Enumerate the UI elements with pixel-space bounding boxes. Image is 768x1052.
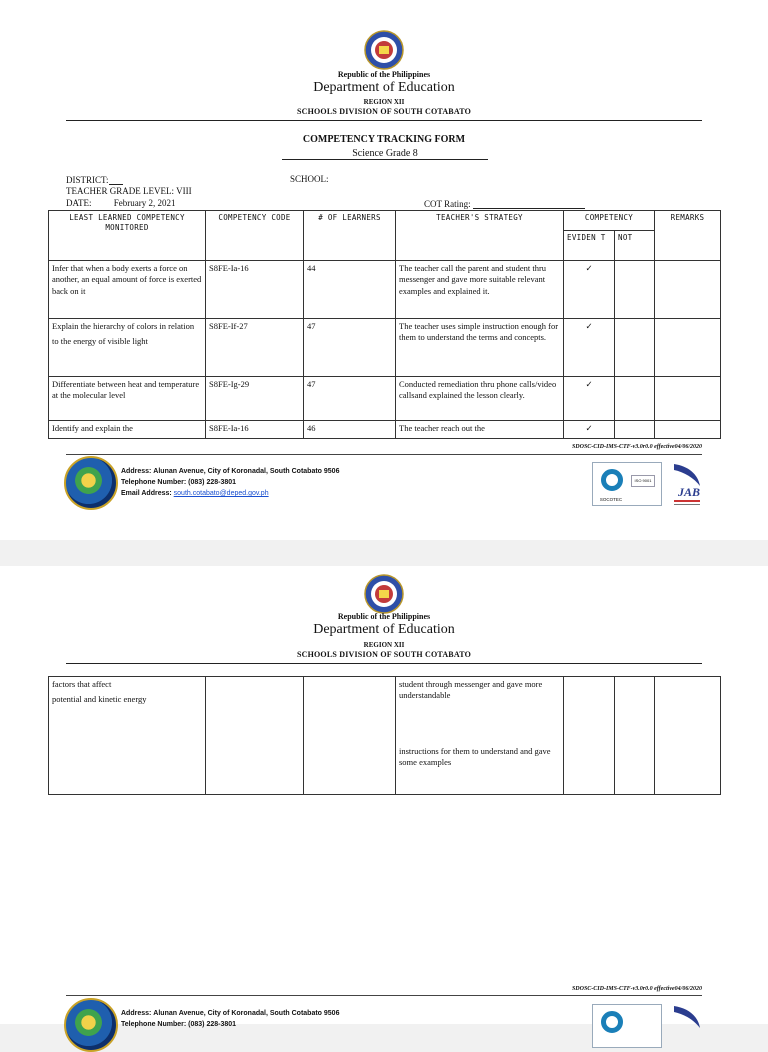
address-line: Address: Alunan Avenue, City of Koronadal, South Cotabato 9506	[121, 468, 340, 475]
socotec-ring-icon	[601, 1011, 623, 1033]
row-competency-line-2: potential and kinetic energy	[52, 694, 147, 705]
remarks-cell	[655, 261, 721, 319]
row-learners: 47	[304, 319, 396, 377]
iso-label: ISO 9001	[631, 475, 655, 487]
row-code: S8FE-Ia-16	[206, 421, 304, 439]
socotec-certification-badge	[592, 462, 662, 506]
row-learners: 46	[304, 421, 396, 439]
table-row	[49, 677, 721, 795]
row-strategy-line-2: instructions for them to understand and gave some examples	[399, 745, 551, 768]
region-label: REGION XII	[363, 98, 405, 106]
division-label: SCHOOLS DIVISION OF SOUTH COTABATO	[296, 107, 472, 116]
row-code: S8FE-If-27	[206, 319, 304, 377]
page-2	[0, 566, 768, 1028]
row-strategy: The teacher call the parent and student thru messenger and gave more suitable relevant examples and explained it.	[396, 261, 564, 319]
division-logo-icon	[64, 998, 118, 1052]
table-row	[49, 421, 721, 439]
footer-divider	[66, 995, 702, 996]
evident-check-mark: ✓	[564, 421, 615, 439]
table-row	[49, 377, 721, 421]
department-title: Department of Education	[313, 80, 455, 95]
row-learners: 47	[304, 377, 396, 421]
deped-seal-icon	[364, 30, 404, 70]
competency-table-continued	[48, 676, 721, 795]
date-field	[66, 198, 176, 208]
footer-address-block	[121, 1008, 339, 1030]
evident-cell	[564, 677, 615, 795]
republic-label: Republic of the Philippines	[337, 612, 431, 621]
document-reference: SDOSC-CID-IMS-CTF-v3.0r0.0 effective04/06/2020	[571, 444, 702, 450]
row-competency-line-1: factors that affect	[52, 679, 112, 689]
date-label: DATE:	[66, 198, 92, 208]
teacher-grade-level: TEACHER GRADE LEVEL: VIII	[66, 186, 192, 196]
table-row	[49, 319, 721, 377]
header-divider	[66, 120, 702, 121]
row-code: S8FE-Ia-16	[206, 261, 304, 319]
form-title: COMPETENCY TRACKING FORM	[302, 134, 466, 145]
evident-check-mark: ✓	[564, 319, 615, 377]
row-learners	[304, 677, 396, 795]
form-subject: Science Grade 8	[282, 148, 488, 160]
address-line: Address: Alunan Avenue, City of Koronadal, South Cotabato 9506	[121, 1010, 340, 1017]
phone-line: Telephone Number: (083) 228-3801	[121, 479, 237, 486]
date-value: February 2, 2021	[113, 198, 176, 208]
row-competency	[49, 319, 206, 377]
remarks-cell	[655, 319, 721, 377]
not-cell	[615, 377, 655, 421]
row-competency	[49, 677, 206, 795]
row-competency: Differentiate between heat and temperature at the molecular level	[49, 377, 206, 421]
district-field	[66, 174, 123, 185]
deped-seal-icon	[364, 574, 404, 614]
evident-check-mark: ✓	[564, 377, 615, 421]
header-strategy: TEACHER'S STRATEGY	[396, 211, 564, 261]
jab-accreditation-icon	[670, 1002, 704, 1052]
district-label: DISTRICT:	[66, 175, 109, 185]
header-not: NOT	[615, 231, 655, 261]
cot-rating-field	[424, 198, 585, 209]
row-code: S8FE-Ig-29	[206, 377, 304, 421]
not-cell	[615, 319, 655, 377]
not-cell	[615, 677, 655, 795]
cot-rating-blank	[473, 198, 585, 209]
header-remarks: REMARKS	[655, 211, 721, 261]
socotec-ring-icon	[601, 469, 623, 491]
header-divider	[66, 663, 702, 664]
district-blank	[109, 174, 123, 185]
header-evident: EVIDEN T	[564, 231, 615, 261]
remarks-cell	[655, 377, 721, 421]
email-line: Email Address: south.cotabato@deped.gov.ph	[121, 490, 269, 497]
row-strategy	[396, 677, 564, 795]
phone-line: Telephone Number: (083) 228-3801	[121, 1021, 237, 1028]
socotec-certification-badge	[592, 1004, 662, 1048]
evident-check-mark: ✓	[564, 261, 615, 319]
row-strategy: Conducted remediation thru phone calls/video callsand explained the lesson clearly.	[396, 377, 564, 421]
header-competency-code: COMPETENCY CODE	[206, 211, 304, 261]
division-label: SCHOOLS DIVISION OF SOUTH COTABATO	[296, 650, 472, 659]
not-cell	[615, 421, 655, 439]
republic-label: Republic of the Philippines	[337, 70, 431, 79]
remarks-cell	[655, 421, 721, 439]
footer-divider	[66, 454, 702, 455]
cot-rating-label: COT Rating:	[424, 199, 471, 209]
row-code	[206, 677, 304, 795]
row-competency: Identify and explain the	[49, 421, 206, 439]
school-label: SCHOOL:	[290, 174, 329, 184]
region-label: REGION XII	[363, 641, 405, 649]
competency-table	[48, 210, 721, 439]
jab-label: JAB	[678, 485, 701, 499]
division-logo-icon	[64, 456, 118, 510]
row-strategy: The teacher uses simple instruction enough for them to understand the terms and concepts.	[396, 319, 564, 377]
row-competency-line-1: Explain the hierarchy of colors in relation	[52, 321, 195, 331]
row-strategy: The teacher reach out the	[396, 421, 564, 439]
header-least-learned: LEAST LEARNED COMPETENCY MONITORED	[49, 211, 206, 261]
table-row	[49, 261, 721, 319]
socotec-label: SOCOTEC	[599, 497, 623, 502]
jab-accreditation-icon	[670, 460, 704, 510]
email-link[interactable]: south.cotabato@deped.gov.ph	[173, 490, 269, 497]
department-title: Department of Education	[313, 622, 455, 637]
row-strategy-line-1: student through messenger and gave more understandable	[399, 679, 543, 701]
row-competency: Infer that when a body exerts a force on another, an equal amount of force is exerted back on it	[49, 261, 206, 319]
row-learners: 44	[304, 261, 396, 319]
document-reference: SDOSC-CID-IMS-CTF-v3.0r0.0 effective04/06/2020	[571, 986, 702, 992]
not-cell	[615, 261, 655, 319]
table-header-row	[49, 211, 721, 231]
school-field	[290, 174, 329, 184]
header-competency: COMPETENCY	[564, 211, 655, 231]
row-competency-line-2: to the energy of visible light	[52, 336, 148, 347]
header-learners: # OF LEARNERS	[304, 211, 396, 261]
remarks-cell	[655, 677, 721, 795]
footer-address-block	[121, 466, 339, 499]
